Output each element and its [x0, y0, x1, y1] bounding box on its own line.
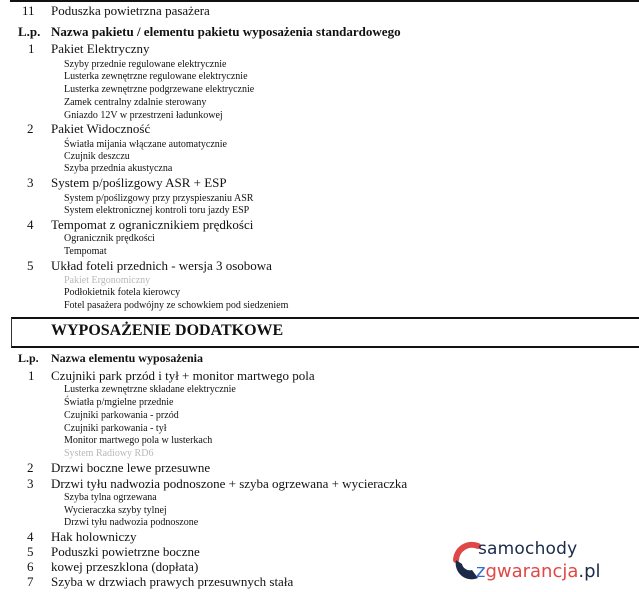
- equipment-label-partial: kowej przeszklona (dopłata): [51, 559, 199, 574]
- item-number: 2: [27, 460, 34, 475]
- top-rule: [10, 0, 639, 2]
- sub-item-disabled: System Radiowy RD6: [64, 448, 154, 459]
- sub-item: Czujniki parkowania - tył: [64, 423, 167, 434]
- sub-item: Światła mijania włączane automatycznie: [64, 139, 227, 150]
- item-label: Poduszka powietrzna pasażera: [51, 3, 210, 18]
- sub-item: System elektronicznej kontroli toru jazdy ESP: [64, 205, 250, 216]
- sub-item: Drzwi tyłu nadwozia podnoszone: [64, 517, 199, 528]
- item-number: 1: [28, 41, 35, 56]
- column-header-lp: L.p.: [18, 24, 41, 39]
- watermark-text-domain: [476, 562, 601, 582]
- watermark-text-samochody: samochody: [478, 539, 578, 559]
- item-number: 6: [27, 559, 34, 574]
- equipment-label: Poduszki powietrzne boczne: [51, 544, 200, 559]
- column-header-name: Nazwa elementu wyposażenia: [51, 351, 203, 365]
- sub-item: Zamek centralny zdalnie sterowany: [64, 97, 207, 108]
- sub-item: Ogranicznik prędkości: [64, 233, 155, 244]
- package-label: Pakiet Elektryczny: [51, 41, 150, 56]
- item-number: 5: [27, 258, 34, 273]
- sub-item: Szyba tylna ogrzewana: [64, 492, 157, 503]
- sub-item: Tempomat: [64, 246, 107, 257]
- item-number: 4: [27, 529, 34, 544]
- equipment-label: Drzwi boczne lewe przesuwne: [51, 460, 211, 475]
- sub-item: Lusterka zewnętrzne regulowane elektrycznie: [64, 71, 248, 82]
- sub-item: Lusterka zewnętrzne składane elektrycznie: [64, 384, 236, 395]
- sub-item: Podłokietnik fotela kierowcy: [64, 287, 181, 298]
- item-number: 3: [27, 476, 34, 491]
- item-number: 5: [27, 544, 34, 559]
- sub-item: Światła p/mgielne przednie: [64, 397, 174, 408]
- sub-item: Monitor martwego pola w lusterkach: [64, 435, 213, 446]
- sub-item-disabled: Pakiet Ergonomiczny: [64, 275, 151, 286]
- watermark-gwarancja: gwarancja: [485, 561, 579, 582]
- package-label: Tempomat z ogranicznikiem prędkości: [51, 217, 254, 232]
- item-number: 4: [27, 217, 34, 232]
- package-label: Pakiet Widoczność: [51, 121, 151, 136]
- column-header-lp: L.p.: [18, 351, 39, 365]
- item-number: 7: [27, 574, 34, 589]
- item-number: 3: [27, 175, 34, 190]
- sub-item: Lusterka zewnętrzne podgrzewane elektrycznie: [64, 84, 255, 95]
- sub-item: System p/poślizgowy przy przyspieszaniu ASR: [64, 193, 254, 204]
- item-number: 11: [22, 3, 35, 18]
- equipment-label: Szyba w drzwiach prawych przesuwnych stała: [51, 574, 294, 589]
- item-number: 2: [27, 121, 34, 136]
- sub-item: Wycieraczka szyby tylnej: [64, 505, 167, 516]
- package-label: Układ foteli przednich - wersja 3 osobowa: [51, 258, 272, 273]
- sub-item: Czujnik deszczu: [64, 151, 130, 162]
- sub-item: Fotel pasażera podwójny ze schowkiem pod siedzeniem: [64, 300, 289, 311]
- column-header-name: Nazwa pakietu / elementu pakietu wyposażenia standardowego: [51, 24, 401, 39]
- sub-item: Szyba przednia akustyczna: [64, 163, 173, 174]
- sub-item: Czujniki parkowania - przód: [64, 410, 179, 421]
- section-title: WYPOSAŻENIE DODATKOWE: [51, 322, 284, 339]
- equipment-label: Czujniki park przód i tył + monitor martwego pola: [51, 368, 315, 383]
- package-label: System p/poślizgowy ASR + ESP: [51, 175, 227, 190]
- item-number: 1: [28, 368, 35, 383]
- watermark-z: z: [476, 561, 486, 582]
- equipment-label: Hak holowniczy: [51, 529, 137, 544]
- sub-item: Szyby przednie regulowane elektrycznie: [64, 59, 227, 70]
- equipment-label: Drzwi tyłu nadwozia podnoszone + szyba ogrzewana + wycieraczka: [51, 476, 408, 491]
- watermark-tld: .pl: [578, 561, 601, 582]
- sub-item: Gniazdo 12V w przestrzeni ładunkowej: [64, 110, 223, 121]
